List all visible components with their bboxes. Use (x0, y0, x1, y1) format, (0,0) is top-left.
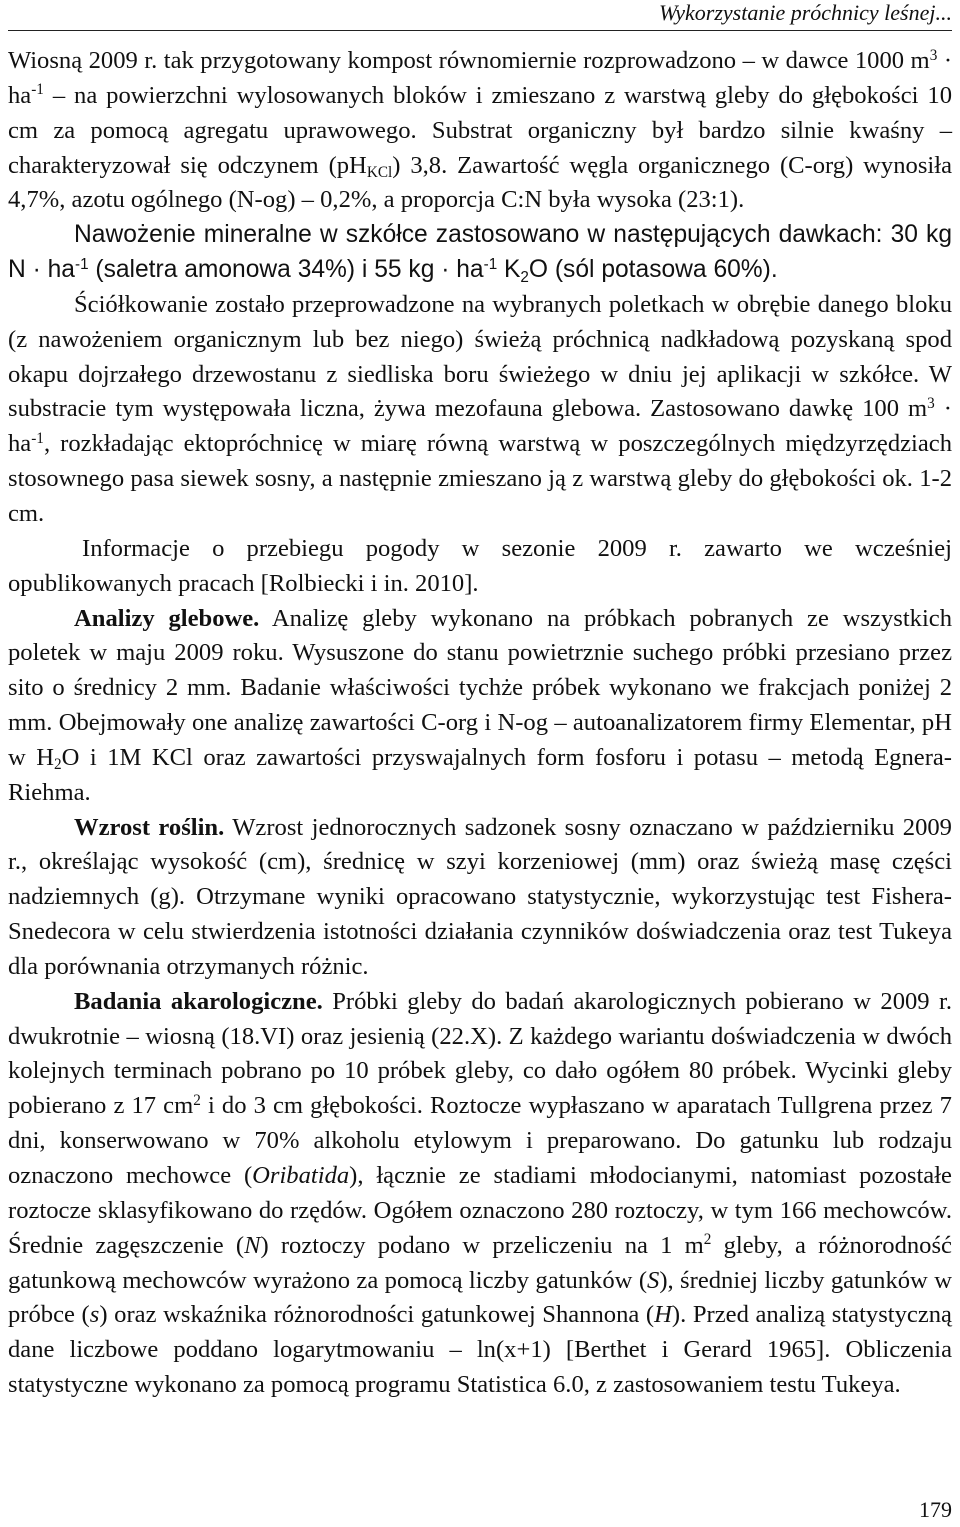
superscript: 2 (703, 1231, 712, 1249)
running-title: Wykorzystanie próchnicy leśnej... (658, 0, 952, 25)
text-run: · ha (8, 47, 953, 109)
text-run: ), średniej liczby gatunków w próbce ( (8, 1266, 952, 1329)
text-run: K (497, 256, 521, 284)
body-text (8, 44, 952, 1403)
section-heading: Badania akarologiczne. (74, 987, 323, 1015)
superscript: 3 (929, 46, 938, 64)
text-run: Próbki gleby do badań akarologicznych pobierano w 2009 r. dwukrotnie – wiosną (18.VI) oraz jesienią (22.X). Z każdego wariantu doświadczenia w dwóch kolejnych terminach pobrano po 10 próbek gleby, co dało ogółem 80 próbek. Wycinki gleby pobierano z 17 cm (8, 987, 952, 1120)
text-run: gleby, a różnorodność gatunkową mechowców wyrażono za pomocą liczby gatunków ( (8, 1231, 952, 1294)
text-run: O i 1M KCl oraz zawartości przyswajalnych form fosforu i potasu – metodą Egnera-Riehma. (8, 743, 952, 806)
superscript: 3 (927, 395, 935, 413)
text-run: ) roztoczy podano w przeliczeniu na 1 m (260, 1231, 704, 1259)
paragraph-plant-growth (8, 811, 952, 985)
italic-term: Oribatida (252, 1162, 350, 1189)
running-header (8, 0, 952, 31)
superscript: -1 (31, 81, 44, 99)
text-run: – na powierzchni wylosowanych bloków i zmieszano z warstwą gleby do głębokości 10 cm za pomocą agregatu uprawowego. Substrat organiczny był bardzo silnie kwaśny – charakteryzował się odczynem (pH (8, 81, 952, 179)
section-heading: Analizy glebowe. (74, 604, 260, 632)
superscript: -1 (31, 429, 44, 447)
text-run: i do 3 cm głębokości. Roztocze wypłaszano w aparatach Tullgrena przez 7 dni, konserwowano w 70% alkoholu etylowym i preparowano. Do gatunku lub rodzaju oznaczono mechowce ( (8, 1092, 952, 1189)
paragraph-mulching (8, 288, 952, 532)
paragraph-acarology (8, 985, 952, 1403)
paragraph-fertilization (8, 218, 952, 288)
superscript: -1 (74, 255, 89, 273)
subscript: KCl (366, 164, 393, 182)
section-heading: Wzrost roślin. (74, 813, 225, 841)
text-run: ) oraz wskaźnika różnorodności gatunkowej Shannona ( (99, 1301, 655, 1329)
paragraph-compost (8, 44, 952, 218)
superscript: -1 (483, 255, 498, 273)
text-run: Informacje o przebiegu pogody w sezonie 2009 r. zawarto we wcześniej opublikowanych pracach [Rolbiecki i in. 2010]. (8, 534, 952, 597)
text-run: Analizę gleby wykonano na próbkach pobranych ze wszystkich poletek w maju 2009 roku. Wysuszone do stanu powietrznie suchego próbki przesiano przez sito o średnicy 2 mm. Badanie właściwości tychże próbek wykonano we frakcjach poniżej 2 mm. Obejmowały one analizę zawartości C-org i N-og – autoanalizatorem firmy Elementar, pH w H (8, 604, 953, 771)
page-number: 179 (919, 1497, 952, 1522)
superscript: 2 (193, 1091, 201, 1109)
paragraph-weather (8, 532, 952, 602)
text-run: , rozkładając ektopróchnicę w miarę równą warstwą w poszczególnych międzyrzędziach stosownego pasa siewek sosny, a następnie zmieszano ją z warstwą gleby do głębokości ok. 1-2 cm. (8, 430, 952, 527)
text-run: Nawożenie mineralne w szkółce zastosowano w następujących dawkach: 30 kg N · ha (8, 221, 952, 284)
text-run: O (sól potasowa 60%). (528, 256, 778, 284)
text-run: Wiosną 2009 r. tak przygotowany kompost równomiernie rozprowadzono – w dawce 1000 m (8, 47, 930, 74)
text-run: ), łącznie ze stadiami młodocianymi, natomiast pozostałe roztocze sklasyfikowano do rzędów. Ogółem oznaczono 280 roztoczy, w tym 166 mechowców. Średnie zagęszczenie ( (8, 1162, 952, 1259)
italic-term: H (654, 1301, 672, 1329)
italic-term: N (244, 1231, 261, 1259)
text-run: (saletra amonowa 34%) i 55 kg · ha (88, 256, 484, 284)
text-run: · ha (8, 395, 952, 458)
text-run: ) 3,8. Zawartość węgla organicznego (C-org) wynosiła 4,7%, azotu ogólnego (N-og) – 0,2%, a proporcja C:N była wysoka (23:1). (8, 151, 952, 214)
italic-term: s (89, 1301, 100, 1329)
paragraph-soil-analysis (8, 602, 952, 811)
subscript: 2 (520, 268, 529, 286)
subscript: 2 (54, 756, 62, 774)
text-run: ). Przed analizą statystyczną dane liczbowe poddano logarytmowaniu – ln(x+1) [Berthet i Gerard 1965]. Obliczenia statystyczne wykonano za pomocą programu Statistica 6.0, z zastosowaniem testu Tukeya. (8, 1301, 952, 1399)
text-run: Wzrost jednorocznych sadzonek sosny oznaczano w październiku 2009 r., określając wysokość (cm), średnicę w szyi korzeniowej (mm) oraz świeżą masę części nadziemnych (g). Otrzymane wyniki opracowano statystycznie, wykorzystując test Fishera-Snedecora w celu stwierdzenia istotności działania czynników doświadczenia oraz test Tukeya dla porównania otrzymanych różnic. (8, 813, 952, 980)
italic-term: S (647, 1266, 660, 1294)
text-run: Ściółkowanie zostało przeprowadzone na wybranych poletkach w obrębie danego bloku (z nawożeniem organicznym lub bez niego) świeżą próchnicą nadkładową pozyskaną spod okapu dojrzałego drzewostanu z siedliska boru świeżego w dniu jej aplikacji w szkółce. W substracie tym występowała liczna, żywa mezofauna glebowa. Zastosowano dawkę 100 m (8, 290, 952, 423)
